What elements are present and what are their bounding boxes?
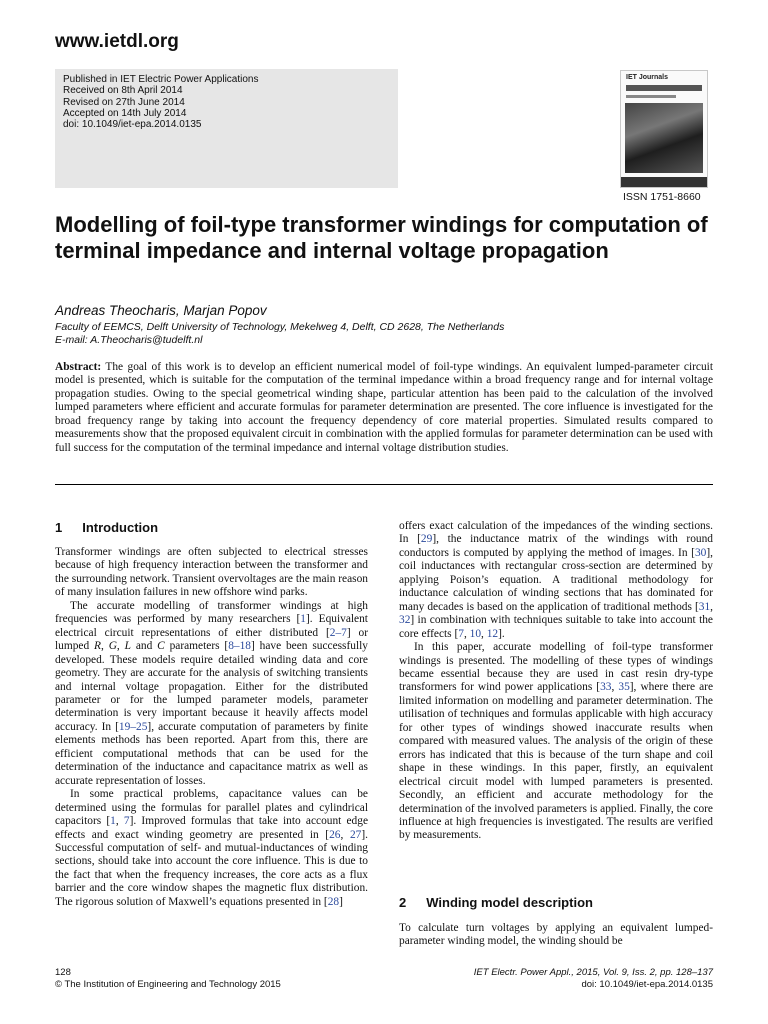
affiliation: Faculty of EEMCS, Delft University of Technology, Mekelweg 4, Delft, CD 2628, The Netherlands bbox=[55, 321, 505, 333]
footer-right bbox=[474, 967, 713, 991]
doi-line: doi: 10.1049/iet-epa.2014.0135 bbox=[63, 119, 202, 131]
publication-info-box bbox=[55, 69, 398, 188]
authors: Andreas Theocharis, Marjan Popov bbox=[55, 303, 267, 318]
intro-paragraph-1: Transformer windings are often subjected to electrical stresses because of high frequency interaction between the transformer and the surrounding network. Transient overvoltages are the main reason of many insulation failures in new offshore wind parks. bbox=[55, 546, 368, 599]
copyright: © The Institution of Engineering and Technology 2015 bbox=[55, 979, 281, 990]
abstract-text: The goal of this work is to develop an efficient numerical model of foil-type windings. An equivalent lumped-parameter circuit model is presented, which is suitable for the computation of the terminal impedance within a broad frequency range and for internal voltage propagation studies. Owing to the special geometrical winding shape, particular attention has been paid to the calculation of the involved lumped parameters where efficient and accurate formulas for parameter determination are presented. The core influence is investigated for the broad frequency range by taking into account the frequency dependency of core material properties. Simulated results compared to measurements show that the proposed equivalent circuit in combination with the applied formulas for parameter determination can be used with full success for the computation of the terminal impedance and internal voltage distribution studies. bbox=[55, 361, 713, 454]
site-url[interactable]: www.ietdl.org bbox=[55, 31, 179, 52]
ref-link[interactable]: 1 bbox=[300, 613, 306, 626]
abstract-divider bbox=[55, 484, 713, 485]
revised-date: Revised on 27th June 2014 bbox=[63, 96, 185, 108]
ref-link[interactable]: 2–7 bbox=[329, 626, 347, 639]
journal-citation: IET Electr. Power Appl., 2015, Vol. 9, Iss. 2, pp. 128–137 bbox=[473, 967, 713, 978]
affiliation-block bbox=[55, 321, 504, 347]
journal-cover-image bbox=[620, 70, 708, 188]
ref-link[interactable]: 31 bbox=[698, 600, 711, 613]
issn: ISSN 1751-8660 bbox=[623, 191, 701, 203]
ref-link[interactable]: 12 bbox=[486, 627, 499, 640]
cover-subtitle-band bbox=[626, 95, 676, 98]
left-column bbox=[55, 546, 368, 909]
section-1-title: Introduction bbox=[82, 520, 159, 535]
received-date: Received on 8th April 2014 bbox=[63, 85, 183, 97]
cover-bottom-bar bbox=[621, 177, 707, 187]
intro-paragraph-4: offers exact calculation of the impedances of the winding sections. In [29], the inductance matrix of the windings with round conductors is computed by applying the method of images. In [30], coil inductances with rectangular cross-section are determined by applying Poison’s equation. A traditional methodology for inductance calculation of winding sections that has dominated for many decades is based on the application of traditional methods [31, 32] in combination with techniques suitable to take into account the core effects [7, 10, 12]. bbox=[399, 520, 713, 640]
ref-link[interactable]: 19–25 bbox=[118, 720, 148, 733]
abstract-label: Abstract: bbox=[55, 361, 102, 373]
model-paragraph-1: To calculate turn voltages by applying an equivalent lumped-parameter winding model, the winding should be bbox=[399, 922, 713, 948]
ref-link[interactable]: 7 bbox=[458, 627, 464, 640]
intro-paragraph-3: In some practical problems, capacitance values can be determined using the formulas for parallel plates and cylindrical capacitors [1, 7]. Improved formulas that take into account edge effects and exact winding geometry are presented in [26, 27]. Successful computation of self- and mutual-inductances of winding sections, should take into account the core influence. This is due to the fact that when the frequency increases, the core acts as a flux barrier and the core window shapes the magnetic flux distribution. The rigorous solution of Maxwell’s equations presented in [28] bbox=[55, 788, 369, 908]
accepted-date: Accepted on 14th July 2014 bbox=[63, 107, 187, 119]
section-2-text bbox=[399, 922, 713, 949]
ref-link[interactable]: 1 bbox=[110, 815, 116, 828]
ref-link[interactable]: 8–18 bbox=[228, 640, 251, 653]
ref-link[interactable]: 26 bbox=[329, 828, 341, 841]
cover-photo bbox=[625, 103, 703, 173]
ref-link[interactable]: 10 bbox=[469, 627, 482, 640]
section-2-number: 2 bbox=[399, 895, 407, 910]
page-number: 128 bbox=[55, 967, 71, 978]
published-in: Published in IET Electric Power Applications bbox=[63, 74, 259, 85]
ref-link[interactable]: 30 bbox=[694, 546, 707, 559]
ref-link[interactable]: 7 bbox=[123, 815, 130, 828]
ref-link[interactable]: 29 bbox=[420, 533, 433, 546]
intro-paragraph-2: The accurate modelling of transformer windings at high frequencies was performed by many researchers [1]. Equivalent electrical circuit representations of either distributed [2–7] or lumped R, G, L and C parameters [8–18] have been successfully developed. These models require detailed winding data and core geometry. They are accurate for the analysis of switching transients and internal voltage propagation. Either for the distributed parameter or for the lumped parameter models, parameter determination is very important because it heavily affects model accuracy. In [19–25], accurate computation of parameters by finite elements methods has been reported. Apart from this, there are efficient computational methods that can be used for the determination of the inductance and capacitance matrix as well as accurate representation of losses. bbox=[55, 599, 369, 787]
intro-paragraph-5: In this paper, accurate modelling of foil-type transformer windings is presented. The modelling of these types of windings became essential because they are used in cast resin dry-type transformers for wind power applications [33, 35], where there are limited information on modelling and parameter determination. The utilisation of techniques and formulas applicable with high accuracy for other types of windings showed inaccurate results when compared with measured values. The analysis of the origin of these errors has indicated that this is because of the turn shape and coil shape in these windings. In this paper, firstly, an equivalent electrical circuit model with lumped parameters is presented. Secondly, an efficient and accurate methodology for the determination of the involved parameters is applied. Finally, the core influence at high frequencies is investigated. The results are verified by measurements. bbox=[399, 641, 713, 842]
section-1-heading bbox=[55, 520, 158, 535]
section-2-title: Winding model description bbox=[426, 895, 593, 910]
publication-lines bbox=[63, 74, 258, 130]
footer-doi: doi: 10.1049/iet-epa.2014.0135 bbox=[581, 979, 713, 990]
email[interactable]: E-mail: A.Theocharis@tudelft.nl bbox=[55, 334, 203, 346]
ref-link[interactable]: 35 bbox=[618, 681, 630, 694]
ref-link[interactable]: 32 bbox=[399, 614, 411, 627]
cover-brand: IET Journals bbox=[626, 74, 669, 81]
ref-link[interactable]: 33 bbox=[600, 681, 612, 694]
cover-title-band bbox=[626, 85, 702, 91]
section-2-heading bbox=[399, 895, 593, 910]
footer-left bbox=[55, 967, 281, 991]
paper-title: Modelling of foil-type transformer windings for computation of terminal impedance and internal voltage propagation bbox=[55, 212, 708, 263]
ref-link[interactable]: 28 bbox=[327, 895, 340, 908]
section-1-number: 1 bbox=[55, 520, 63, 535]
ref-link[interactable]: 27 bbox=[349, 828, 362, 841]
abstract bbox=[55, 361, 713, 455]
right-column bbox=[399, 520, 713, 843]
